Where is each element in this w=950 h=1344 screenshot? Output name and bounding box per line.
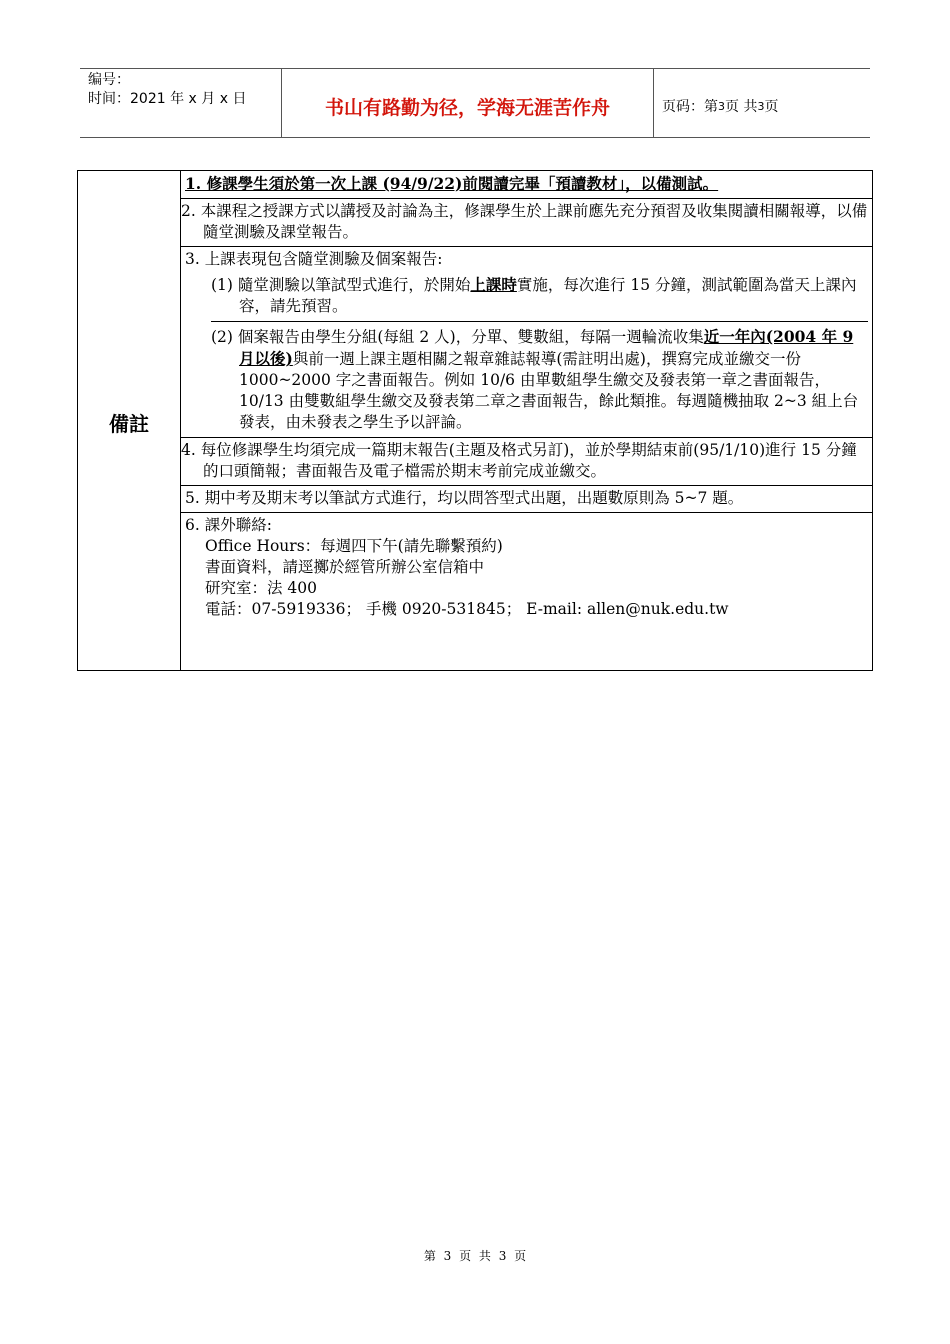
header-meta [80, 69, 282, 137]
remark-item-3-1 [185, 270, 868, 319]
remark-3-2-text-b: 與前一週上課主題相關之報章雜誌報導(需註明出處)，撰寫完成並繳交一份 1000~2000 字之書面報告。例如 10/6 由單數組學生繳交及發表第一章之書面報告，10/13 由雙數組學生繳交及發表第二章之書面報告，餘此類推。每週隨機抽取 2~3 組上台發表，由未發表之學生予以評論。 [239, 350, 859, 431]
page-end: 页 [764, 99, 779, 115]
page-total: 3 [757, 99, 765, 113]
remark-3-1-emph: 上課時 [470, 275, 517, 294]
time-label: 时间：2021 年 x 月 x 日 [88, 91, 247, 107]
remark-3-2-text-a: (2) 個案報告由學生分組(每組 2 人)，分單、雙數組，每隔一週輪流收集 [211, 328, 704, 346]
office-hours: Office Hours：每週四下午(請先聯繫預約) [205, 537, 503, 555]
remark-item-3 [181, 247, 872, 438]
page-footer: 第 3 页 共 3 页 [423, 1249, 527, 1263]
remark-item-3-2 [185, 324, 868, 435]
page-number: 3 [718, 99, 725, 113]
remarks-label: 備註 [78, 171, 181, 670]
documents-note: 書面資料，請逕擲於經管所辦公室信箱中 [205, 558, 485, 576]
remarks-table [77, 170, 873, 671]
header-page-info [654, 69, 870, 137]
header-motto: 书山有路勤为径，学海无涯苦作舟 [282, 69, 654, 137]
remark-item-1 [181, 171, 872, 199]
page-mid: 页 共 [725, 99, 758, 115]
page-header [80, 68, 870, 138]
remark-3-1-text-a: (1) 隨堂測驗以筆試型式進行，於開始 [211, 276, 471, 294]
serial-label: 编号： [88, 72, 130, 88]
remark-item-6 [181, 513, 872, 623]
office-room: 研究室：法 400 [205, 579, 318, 597]
sub-divider [211, 321, 868, 322]
remark-3-1-text-b: 實施，每次進行 15 分鐘，測試範圍為當天上課內容，請先預習。 [239, 276, 857, 315]
remark-item-6-head: 6. 課外聯絡: [185, 516, 272, 534]
remark-item-3-head: 3. 上課表現包含隨堂測驗及個案報告: [185, 250, 443, 268]
remark-item-5: 5. 期中考及期末考以筆試方式進行，均以問答型式出題，出題數原則為 5~7 題。 [181, 486, 872, 513]
page-label: 页码：第 [662, 99, 718, 115]
remark-item-1-text: 1. 修課學生須於第一次上課 (94/9/22)前閱讀完畢「預讀教材」，以備測試。 [185, 174, 719, 193]
remarks-content [181, 171, 872, 670]
remark-item-4: 4. 每位修課學生均須完成一篇期末報告(主題及格式另訂)，並於學期結束前(95/1/10)進行 15 分鐘的口頭簡報；書面報告及電子檔需於期末考前完成並繳交。 [181, 438, 872, 486]
contact-phone-email: 電話：07-5919336； 手機 0920-531845； E-mail: allen@nuk.edu.tw [205, 600, 729, 618]
remark-item-2: 2. 本課程之授課方式以講授及討論為主，修課學生於上課前應先充分預習及收集閱讀相關報導，以備隨堂測驗及課堂報告。 [181, 199, 872, 247]
remark-3-2-emph: 近一年內(2004 年 9 月以後) [239, 327, 854, 368]
